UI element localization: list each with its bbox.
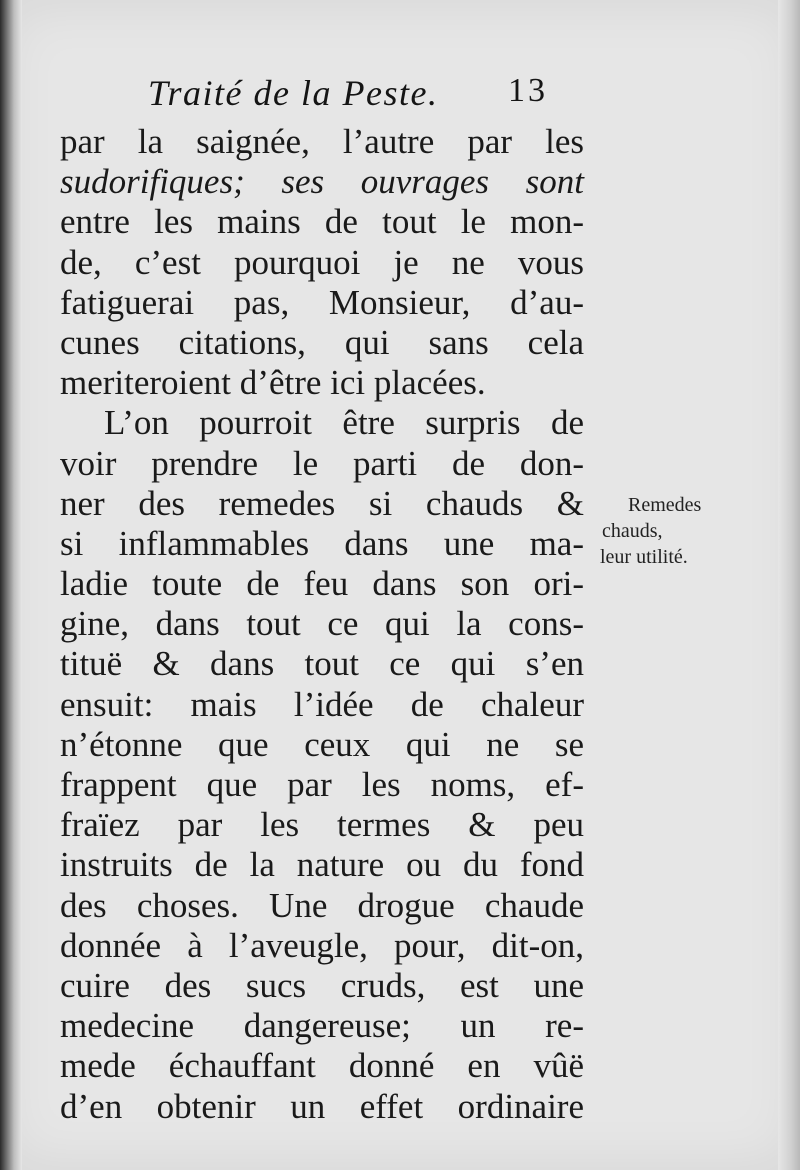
text-line: des choses. Une drogue chaude [60, 885, 584, 925]
text-line: tituë & dans tout ce qui s’en [60, 644, 584, 684]
text-line: fatiguerai pas, Monsieur, d’au- [60, 282, 584, 322]
marginal-note [598, 492, 758, 570]
running-head [148, 72, 588, 116]
text-line: fraïez par les termes & peu [60, 805, 584, 845]
marginal-note-line: leur utilité. [600, 546, 688, 568]
page-edge [778, 0, 800, 1170]
text-line: meriteroient d’être ici placées. [60, 363, 486, 403]
text-line: mede échauffant donné en vûë [60, 1046, 584, 1086]
marginal-note-line: Remedes [628, 494, 702, 516]
text-line: cuire des sucs cruds, est une [60, 965, 584, 1005]
text-line: instruits de la nature ou du fond [60, 845, 584, 885]
text-line: ner des remedes si chauds & [60, 483, 584, 523]
text-line: de, c’est pourquoi je ne vous [60, 242, 584, 282]
text-line: si inflammables dans une ma- [60, 523, 584, 563]
marginal-note-line: chauds, [602, 520, 663, 542]
text-line: L’on pourroit être surpris de [104, 403, 584, 443]
text-line: par la saignée, l’autre par les [60, 122, 584, 161]
text-line: medecine dangereuse; un re- [60, 1006, 584, 1046]
body-text [60, 122, 584, 1127]
text-line: donnée à l’aveugle, pour, dit-on, [60, 925, 584, 965]
text-line: gine, dans tout ce qui la cons- [60, 604, 584, 644]
text-line: voir prendre le parti de don- [60, 443, 584, 483]
text-line: ladie toute de feu dans son ori- [60, 564, 584, 604]
binding-gutter [0, 0, 22, 1170]
text-line: sudorifiques; ses ouvrages sont [60, 162, 584, 202]
text-line: entre les mains de tout le mon- [60, 202, 584, 242]
text-line: ensuit: mais l’idée de chaleur [60, 684, 584, 724]
text-line: cunes citations, qui sans cela [60, 322, 584, 362]
text-line: frappent que par les noms, ef- [60, 765, 584, 804]
text-line: d’en obtenir un effet ordinaire [60, 1086, 584, 1126]
page-number: 13 [508, 72, 548, 109]
running-title: Traité de la Peste. [148, 73, 439, 113]
text-line: n’étonne que ceux qui ne se [60, 724, 584, 764]
